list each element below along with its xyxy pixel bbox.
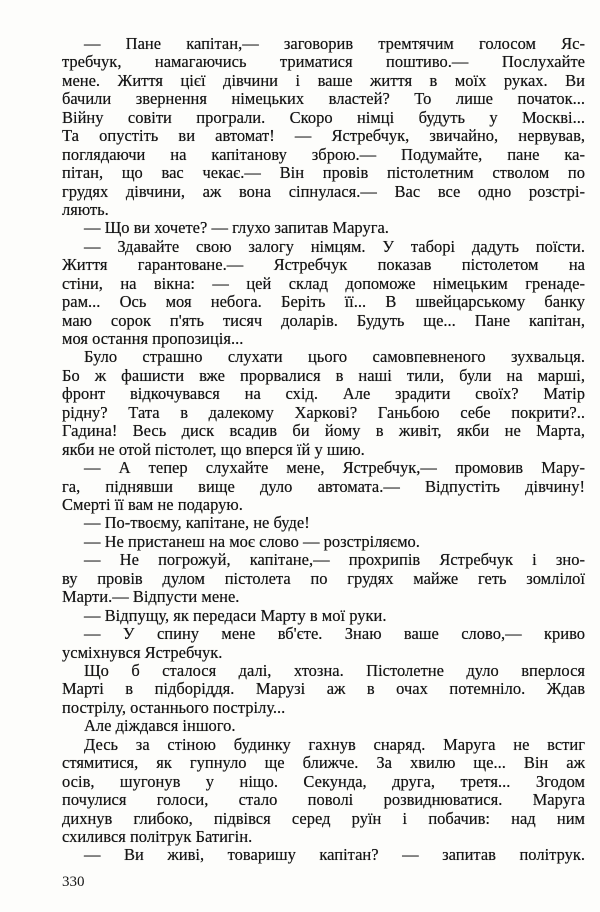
text-line: Життя гарантоване.— Ястребчук показав пістолетом на bbox=[62, 255, 585, 275]
text-line: требчук, намагаючись триматися поштиво.— Послухайте bbox=[62, 52, 585, 72]
text-line: — Не пристанеш на моє слово — розстріляємо. bbox=[84, 531, 420, 551]
text-line: дихнув глибоко, підвівся серед руїн і побачив: над ним bbox=[62, 808, 585, 828]
text-line: — По-твоєму, капітане, не буде! bbox=[84, 513, 310, 533]
text-line: якби не отой пістолет, що вперся їй у шию. bbox=[62, 439, 365, 459]
text-line: — Що ви хочете? — глухо запитав Маруга. bbox=[84, 218, 389, 238]
text-line: — Відпущу, як передаси Марту в мої руки. bbox=[84, 605, 387, 625]
text-line: пітан, що вас чекає.— Він провів пістолетним стволом по bbox=[62, 163, 585, 183]
text-line: рам... Ось моя небога. Беріть її... В швейцарському банку bbox=[62, 292, 585, 312]
text-line: рідну? Тата в далекому Харкові? Ганьбою себе покрити?.. bbox=[62, 402, 585, 422]
text-line: Десь за стіною будинку гахнув снаряд. Маруга не встиг bbox=[84, 734, 585, 754]
text-line: осів, шугонув у ніщо. Секунда, друга, третя... Згодом bbox=[62, 771, 585, 791]
text-line: Гадина! Весь диск всадив би йому в живіт, якби не Марта, bbox=[62, 421, 585, 441]
text-line: Але діждався іншого. bbox=[84, 716, 236, 736]
text-line: Марти.— Відпусти мене. bbox=[62, 587, 240, 607]
text-line: га, піднявши вище дуло автомата.— Відпустіть дівчину! bbox=[62, 476, 585, 496]
text-line: ляють. bbox=[62, 199, 109, 219]
text-line: фронт відкочувався на схід. Але зрадити своїх? Матір bbox=[62, 384, 585, 404]
page-text bbox=[62, 35, 585, 865]
text-line: Війну совіти програли. Скоро німці будуть у Москві... bbox=[62, 107, 585, 127]
text-line: — Не погрожуй, капітане,— прохрипів Ястребчук і зно- bbox=[84, 550, 585, 570]
text-line: Марті в підборіддя. Марузі аж в очах потемніло. Ждав bbox=[62, 679, 585, 699]
text-line: Що б сталося далі, хтозна. Пістолетне дуло вперлося bbox=[84, 661, 585, 681]
text-line: — Здавайте свою залогу німцям. У таборі дадуть поїсти. bbox=[84, 236, 585, 256]
text-line: бачили звернення німецьких властей? То лише початок... bbox=[62, 89, 585, 109]
text-line: стямитися, як гупнуло ще ближче. За хвилю ще... Він аж bbox=[62, 753, 585, 773]
text-line: Було страшно слухати цього самовпевненого зухвальця. bbox=[84, 347, 585, 367]
text-line: усміхнувся Ястребчук. bbox=[62, 642, 223, 662]
text-line: Бо ж фашисти вже прорвалися в наші тили, були на марші, bbox=[62, 365, 585, 385]
text-line: грудях дівчини, аж вона сіпнулася.— Вас все одно розстрі- bbox=[62, 181, 585, 201]
text-line: — У спину мене вб'єте. Знаю ваше слово,— криво bbox=[84, 624, 585, 644]
text-line: Смерті її вам не подарую. bbox=[62, 495, 243, 514]
text-line: мене. Життя цієї дівчини і ваше життя в моїх руках. Ви bbox=[62, 70, 585, 90]
text-line: почулися голоси, стало поволі розвиднюватися. Маруга bbox=[62, 790, 585, 810]
text-line: стіни, на вікна: — цей склад допоможе німецьким гренаде- bbox=[62, 273, 585, 293]
text-line: — Ви живі, товаришу капітан? — запитав політрук. bbox=[84, 845, 585, 865]
text-line: пострілу, останнього пострілу... bbox=[62, 697, 286, 717]
text-line: схилився політрук Батигін. bbox=[62, 827, 253, 846]
page-number: 330 bbox=[62, 874, 85, 890]
text-line: маю сорок п'ять тисяч доларів. Будуть ще... Пане капітан, bbox=[62, 310, 585, 330]
text-line: Та опустіть ви автомат! — Ястребчук, звичайно, нервував, bbox=[62, 126, 585, 146]
text-line: моя остання пропозиція... bbox=[62, 329, 244, 349]
text-line: ву провів дулом пістолета по грудях майже геть зомлілої bbox=[62, 568, 585, 588]
text-line: — Пане капітан,— заговорив тремтячим голосом Яс- bbox=[84, 34, 585, 53]
text-line: поглядаючи на капітанову зброю.— Подумайте, пане ка- bbox=[62, 144, 585, 164]
text-line: — А тепер слухайте мене, Ястребчук,— промовив Мару- bbox=[84, 458, 585, 478]
